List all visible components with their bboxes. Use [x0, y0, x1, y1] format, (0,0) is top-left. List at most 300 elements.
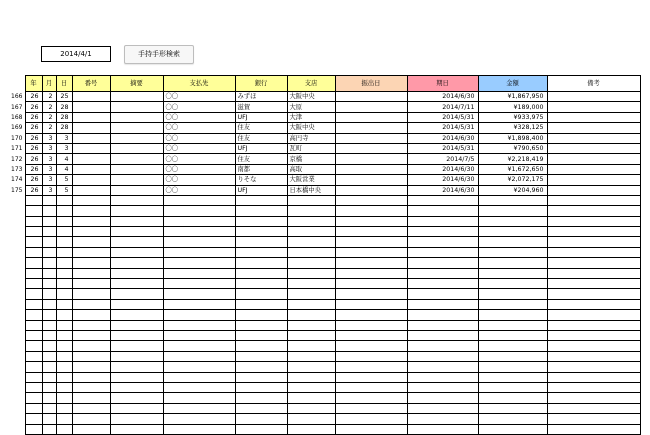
cell-number[interactable] [72, 372, 110, 382]
cell-due-date[interactable] [407, 279, 478, 289]
cell-issue-date[interactable] [335, 320, 407, 330]
cell-issue-date[interactable] [335, 164, 407, 174]
cell-day[interactable] [56, 258, 72, 268]
cell-year[interactable] [25, 330, 42, 340]
cell-memo[interactable] [110, 403, 163, 413]
cell-memo[interactable] [110, 112, 163, 122]
cell-issue-date[interactable] [335, 247, 407, 257]
cell-bank[interactable] [235, 310, 287, 320]
cell-issue-date[interactable] [335, 393, 407, 403]
cell-amount[interactable]: ¥1,867,950 [478, 92, 547, 102]
cell-due-date[interactable] [407, 289, 478, 299]
cell-bank[interactable]: 南都 [235, 164, 287, 174]
cell-notes[interactable] [547, 247, 640, 257]
cell-issue-date[interactable] [335, 195, 407, 205]
cell-notes[interactable] [547, 123, 640, 133]
cell-branch[interactable]: 瓦町 [287, 143, 335, 153]
cell-notes[interactable] [547, 216, 640, 226]
cell-notes[interactable] [547, 206, 640, 216]
cell-bank[interactable]: 滋賀 [235, 102, 287, 112]
cell-due-date[interactable]: 2014/5/31 [407, 123, 478, 133]
cell-amount[interactable]: ¥2,072,175 [478, 175, 547, 185]
cell-amount[interactable] [478, 206, 547, 216]
cell-issue-date[interactable] [335, 289, 407, 299]
cell-issue-date[interactable] [335, 102, 407, 112]
cell-memo[interactable] [110, 185, 163, 195]
cell-month[interactable] [42, 227, 56, 237]
cell-bank[interactable] [235, 424, 287, 434]
cell-number[interactable] [72, 143, 110, 153]
cell-notes[interactable] [547, 341, 640, 351]
cell-notes[interactable] [547, 143, 640, 153]
cell-memo[interactable] [110, 341, 163, 351]
cell-year[interactable] [25, 362, 42, 372]
cell-branch[interactable] [287, 247, 335, 257]
cell-payee[interactable] [163, 372, 235, 382]
cell-memo[interactable] [110, 414, 163, 424]
cell-day[interactable]: 4 [56, 154, 72, 164]
cell-day[interactable] [56, 320, 72, 330]
cell-issue-date[interactable] [335, 362, 407, 372]
cell-year[interactable] [25, 247, 42, 257]
cell-day[interactable] [56, 289, 72, 299]
cell-number[interactable] [72, 227, 110, 237]
cell-number[interactable] [72, 279, 110, 289]
cell-amount[interactable] [478, 414, 547, 424]
cell-year[interactable] [25, 279, 42, 289]
cell-number[interactable] [72, 362, 110, 372]
cell-number[interactable] [72, 268, 110, 278]
cell-payee[interactable] [163, 424, 235, 434]
cell-due-date[interactable] [407, 424, 478, 434]
cell-due-date[interactable]: 2014/6/30 [407, 164, 478, 174]
cell-year[interactable]: 26 [25, 164, 42, 174]
cell-payee[interactable]: 〇〇 [163, 175, 235, 185]
cell-amount[interactable] [478, 227, 547, 237]
cell-due-date[interactable]: 2014/6/30 [407, 92, 478, 102]
cell-payee[interactable]: 〇〇 [163, 133, 235, 143]
cell-month[interactable] [42, 247, 56, 257]
cell-amount[interactable]: ¥790,650 [478, 143, 547, 153]
cell-bank[interactable] [235, 216, 287, 226]
cell-issue-date[interactable] [335, 258, 407, 268]
cell-day[interactable] [56, 382, 72, 392]
cell-year[interactable] [25, 403, 42, 413]
cell-year[interactable] [25, 289, 42, 299]
cell-month[interactable]: 3 [42, 133, 56, 143]
cell-bank[interactable] [235, 279, 287, 289]
cell-payee[interactable] [163, 341, 235, 351]
cell-memo[interactable] [110, 424, 163, 434]
cell-day[interactable] [56, 393, 72, 403]
cell-day[interactable]: 25 [56, 92, 72, 102]
cell-memo[interactable] [110, 362, 163, 372]
cell-bank[interactable]: UFJ [235, 185, 287, 195]
cell-bank[interactable]: UFJ [235, 112, 287, 122]
cell-issue-date[interactable] [335, 372, 407, 382]
cell-day[interactable] [56, 206, 72, 216]
cell-year[interactable] [25, 320, 42, 330]
cell-payee[interactable]: 〇〇 [163, 154, 235, 164]
cell-branch[interactable] [287, 403, 335, 413]
cell-month[interactable] [42, 372, 56, 382]
cell-day[interactable] [56, 247, 72, 257]
cell-bank[interactable] [235, 299, 287, 309]
cell-year[interactable] [25, 382, 42, 392]
cell-due-date[interactable] [407, 382, 478, 392]
search-bills-button[interactable]: 手持手形検索 [124, 45, 194, 64]
cell-day[interactable]: 28 [56, 102, 72, 112]
cell-amount[interactable] [478, 247, 547, 257]
cell-issue-date[interactable] [335, 206, 407, 216]
cell-branch[interactable] [287, 351, 335, 361]
cell-due-date[interactable] [407, 330, 478, 340]
cell-day[interactable] [56, 216, 72, 226]
cell-notes[interactable] [547, 154, 640, 164]
cell-issue-date[interactable] [335, 112, 407, 122]
cell-amount[interactable]: ¥189,000 [478, 102, 547, 112]
cell-branch[interactable] [287, 279, 335, 289]
cell-number[interactable] [72, 112, 110, 122]
cell-issue-date[interactable] [335, 341, 407, 351]
cell-month[interactable] [42, 195, 56, 205]
cell-issue-date[interactable] [335, 133, 407, 143]
cell-month[interactable] [42, 330, 56, 340]
cell-branch[interactable] [287, 424, 335, 434]
cell-notes[interactable] [547, 112, 640, 122]
cell-day[interactable] [56, 362, 72, 372]
cell-payee[interactable]: 〇〇 [163, 164, 235, 174]
cell-issue-date[interactable] [335, 299, 407, 309]
cell-due-date[interactable] [407, 195, 478, 205]
cell-amount[interactable] [478, 195, 547, 205]
cell-branch[interactable] [287, 289, 335, 299]
cell-branch[interactable]: 大原 [287, 102, 335, 112]
cell-payee[interactable] [163, 403, 235, 413]
cell-month[interactable] [42, 424, 56, 434]
cell-notes[interactable] [547, 258, 640, 268]
cell-memo[interactable] [110, 154, 163, 164]
cell-issue-date[interactable] [335, 143, 407, 153]
cell-bank[interactable] [235, 247, 287, 257]
cell-year[interactable] [25, 227, 42, 237]
cell-month[interactable] [42, 351, 56, 361]
cell-payee[interactable] [163, 258, 235, 268]
cell-notes[interactable] [547, 320, 640, 330]
cell-branch[interactable] [287, 237, 335, 247]
cell-day[interactable] [56, 195, 72, 205]
cell-month[interactable]: 2 [42, 112, 56, 122]
cell-issue-date[interactable] [335, 237, 407, 247]
cell-number[interactable] [72, 382, 110, 392]
cell-amount[interactable] [478, 424, 547, 434]
cell-amount[interactable]: ¥1,898,400 [478, 133, 547, 143]
cell-year[interactable]: 26 [25, 154, 42, 164]
cell-branch[interactable] [287, 268, 335, 278]
cell-month[interactable]: 2 [42, 102, 56, 112]
cell-due-date[interactable] [407, 362, 478, 372]
cell-amount[interactable]: ¥328,125 [478, 123, 547, 133]
cell-year[interactable]: 26 [25, 112, 42, 122]
cell-payee[interactable] [163, 320, 235, 330]
cell-memo[interactable] [110, 320, 163, 330]
cell-month[interactable] [42, 393, 56, 403]
cell-month[interactable] [42, 310, 56, 320]
cell-bank[interactable]: UFJ [235, 143, 287, 153]
cell-issue-date[interactable] [335, 403, 407, 413]
cell-due-date[interactable]: 2014/5/31 [407, 112, 478, 122]
cell-number[interactable] [72, 403, 110, 413]
cell-due-date[interactable]: 2014/6/30 [407, 175, 478, 185]
cell-notes[interactable] [547, 424, 640, 434]
cell-notes[interactable] [547, 102, 640, 112]
cell-month[interactable]: 3 [42, 154, 56, 164]
cell-day[interactable] [56, 237, 72, 247]
cell-notes[interactable] [547, 195, 640, 205]
cell-day[interactable] [56, 351, 72, 361]
cell-amount[interactable] [478, 237, 547, 247]
cell-number[interactable] [72, 164, 110, 174]
cell-day[interactable] [56, 279, 72, 289]
cell-notes[interactable] [547, 227, 640, 237]
cell-day[interactable] [56, 372, 72, 382]
cell-branch[interactable] [287, 393, 335, 403]
cell-month[interactable] [42, 362, 56, 372]
cell-due-date[interactable] [407, 403, 478, 413]
cell-payee[interactable] [163, 351, 235, 361]
cell-due-date[interactable] [407, 247, 478, 257]
cell-notes[interactable] [547, 393, 640, 403]
cell-memo[interactable] [110, 247, 163, 257]
cell-number[interactable] [72, 92, 110, 102]
cell-day[interactable] [56, 330, 72, 340]
cell-memo[interactable] [110, 237, 163, 247]
cell-payee[interactable]: 〇〇 [163, 92, 235, 102]
cell-memo[interactable] [110, 227, 163, 237]
cell-payee[interactable]: 〇〇 [163, 102, 235, 112]
cell-issue-date[interactable] [335, 92, 407, 102]
cell-notes[interactable] [547, 185, 640, 195]
cell-bank[interactable] [235, 382, 287, 392]
cell-number[interactable] [72, 258, 110, 268]
cell-notes[interactable] [547, 362, 640, 372]
cell-year[interactable] [25, 372, 42, 382]
cell-notes[interactable] [547, 164, 640, 174]
cell-year[interactable] [25, 216, 42, 226]
cell-day[interactable] [56, 424, 72, 434]
cell-bank[interactable] [235, 393, 287, 403]
cell-day[interactable]: 28 [56, 112, 72, 122]
cell-bank[interactable] [235, 258, 287, 268]
cell-month[interactable] [42, 414, 56, 424]
cell-notes[interactable] [547, 268, 640, 278]
cell-bank[interactable] [235, 403, 287, 413]
cell-month[interactable] [42, 341, 56, 351]
cell-notes[interactable] [547, 414, 640, 424]
cell-year[interactable]: 26 [25, 102, 42, 112]
cell-due-date[interactable]: 2014/5/31 [407, 143, 478, 153]
cell-number[interactable] [72, 289, 110, 299]
cell-due-date[interactable] [407, 237, 478, 247]
cell-branch[interactable] [287, 382, 335, 392]
cell-number[interactable] [72, 102, 110, 112]
cell-day[interactable]: 3 [56, 133, 72, 143]
cell-memo[interactable] [110, 393, 163, 403]
cell-issue-date[interactable] [335, 310, 407, 320]
cell-month[interactable] [42, 289, 56, 299]
cell-amount[interactable] [478, 403, 547, 413]
cell-issue-date[interactable] [335, 351, 407, 361]
cell-bank[interactable] [235, 195, 287, 205]
cell-branch[interactable]: 京橋 [287, 154, 335, 164]
cell-issue-date[interactable] [335, 227, 407, 237]
cell-issue-date[interactable] [335, 382, 407, 392]
cell-due-date[interactable] [407, 227, 478, 237]
cell-notes[interactable] [547, 330, 640, 340]
cell-due-date[interactable]: 2014/6/30 [407, 133, 478, 143]
cell-day[interactable] [56, 299, 72, 309]
cell-branch[interactable] [287, 206, 335, 216]
cell-memo[interactable] [110, 175, 163, 185]
cell-month[interactable] [42, 279, 56, 289]
cell-number[interactable] [72, 175, 110, 185]
cell-memo[interactable] [110, 268, 163, 278]
cell-bank[interactable]: みずほ [235, 92, 287, 102]
cell-payee[interactable] [163, 268, 235, 278]
cell-issue-date[interactable] [335, 185, 407, 195]
cell-branch[interactable] [287, 310, 335, 320]
cell-payee[interactable] [163, 227, 235, 237]
cell-amount[interactable]: ¥933,975 [478, 112, 547, 122]
cell-month[interactable]: 2 [42, 123, 56, 133]
cell-payee[interactable] [163, 216, 235, 226]
cell-amount[interactable] [478, 289, 547, 299]
cell-memo[interactable] [110, 279, 163, 289]
cell-payee[interactable]: 〇〇 [163, 185, 235, 195]
cell-bank[interactable] [235, 330, 287, 340]
cell-year[interactable] [25, 424, 42, 434]
cell-year[interactable]: 26 [25, 92, 42, 102]
cell-year[interactable]: 26 [25, 123, 42, 133]
cell-due-date[interactable] [407, 299, 478, 309]
cell-bank[interactable] [235, 289, 287, 299]
cell-memo[interactable] [110, 382, 163, 392]
cell-amount[interactable] [478, 341, 547, 351]
cell-month[interactable] [42, 268, 56, 278]
cell-day[interactable]: 5 [56, 175, 72, 185]
cell-branch[interactable] [287, 362, 335, 372]
cell-payee[interactable] [163, 382, 235, 392]
cell-memo[interactable] [110, 164, 163, 174]
cell-due-date[interactable] [407, 320, 478, 330]
cell-memo[interactable] [110, 216, 163, 226]
cell-due-date[interactable] [407, 268, 478, 278]
cell-memo[interactable] [110, 310, 163, 320]
cell-branch[interactable]: 大津 [287, 112, 335, 122]
cell-number[interactable] [72, 247, 110, 257]
cell-notes[interactable] [547, 351, 640, 361]
cell-branch[interactable] [287, 330, 335, 340]
cell-notes[interactable] [547, 175, 640, 185]
cell-number[interactable] [72, 299, 110, 309]
cell-amount[interactable] [478, 279, 547, 289]
cell-bank[interactable]: 住友 [235, 154, 287, 164]
cell-day[interactable] [56, 414, 72, 424]
cell-memo[interactable] [110, 123, 163, 133]
cell-month[interactable]: 3 [42, 185, 56, 195]
cell-payee[interactable] [163, 393, 235, 403]
cell-amount[interactable] [478, 268, 547, 278]
cell-issue-date[interactable] [335, 216, 407, 226]
cell-payee[interactable] [163, 279, 235, 289]
cell-month[interactable] [42, 382, 56, 392]
cell-bank[interactable]: りそな [235, 175, 287, 185]
cell-day[interactable] [56, 268, 72, 278]
cell-bank[interactable] [235, 237, 287, 247]
cell-notes[interactable] [547, 382, 640, 392]
cell-issue-date[interactable] [335, 424, 407, 434]
date-field[interactable]: 2014/4/1 [41, 46, 111, 62]
cell-branch[interactable] [287, 341, 335, 351]
cell-day[interactable]: 5 [56, 185, 72, 195]
cell-number[interactable] [72, 133, 110, 143]
cell-due-date[interactable]: 2014/7/5 [407, 154, 478, 164]
cell-branch[interactable]: 大阪中央 [287, 92, 335, 102]
cell-amount[interactable]: ¥204,960 [478, 185, 547, 195]
cell-month[interactable] [42, 216, 56, 226]
cell-branch[interactable] [287, 320, 335, 330]
cell-due-date[interactable] [407, 414, 478, 424]
cell-due-date[interactable] [407, 310, 478, 320]
cell-bank[interactable] [235, 268, 287, 278]
cell-year[interactable] [25, 414, 42, 424]
cell-payee[interactable] [163, 206, 235, 216]
cell-bank[interactable] [235, 206, 287, 216]
cell-notes[interactable] [547, 92, 640, 102]
cell-bank[interactable]: 住友 [235, 123, 287, 133]
cell-bank[interactable]: 住友 [235, 133, 287, 143]
cell-number[interactable] [72, 206, 110, 216]
cell-issue-date[interactable] [335, 175, 407, 185]
cell-memo[interactable] [110, 299, 163, 309]
cell-month[interactable]: 3 [42, 175, 56, 185]
cell-bank[interactable] [235, 227, 287, 237]
cell-branch[interactable] [287, 299, 335, 309]
cell-day[interactable] [56, 227, 72, 237]
cell-branch[interactable] [287, 195, 335, 205]
cell-number[interactable] [72, 393, 110, 403]
cell-payee[interactable] [163, 299, 235, 309]
cell-payee[interactable] [163, 237, 235, 247]
cell-amount[interactable] [478, 393, 547, 403]
cell-month[interactable]: 2 [42, 92, 56, 102]
cell-memo[interactable] [110, 143, 163, 153]
cell-due-date[interactable] [407, 393, 478, 403]
cell-memo[interactable] [110, 195, 163, 205]
cell-branch[interactable]: 大阪中央 [287, 123, 335, 133]
cell-number[interactable] [72, 237, 110, 247]
cell-month[interactable] [42, 237, 56, 247]
cell-month[interactable]: 3 [42, 164, 56, 174]
cell-year[interactable] [25, 195, 42, 205]
cell-month[interactable] [42, 299, 56, 309]
cell-notes[interactable] [547, 133, 640, 143]
cell-amount[interactable] [478, 372, 547, 382]
cell-payee[interactable]: 〇〇 [163, 123, 235, 133]
cell-day[interactable] [56, 341, 72, 351]
cell-amount[interactable] [478, 351, 547, 361]
cell-amount[interactable] [478, 216, 547, 226]
